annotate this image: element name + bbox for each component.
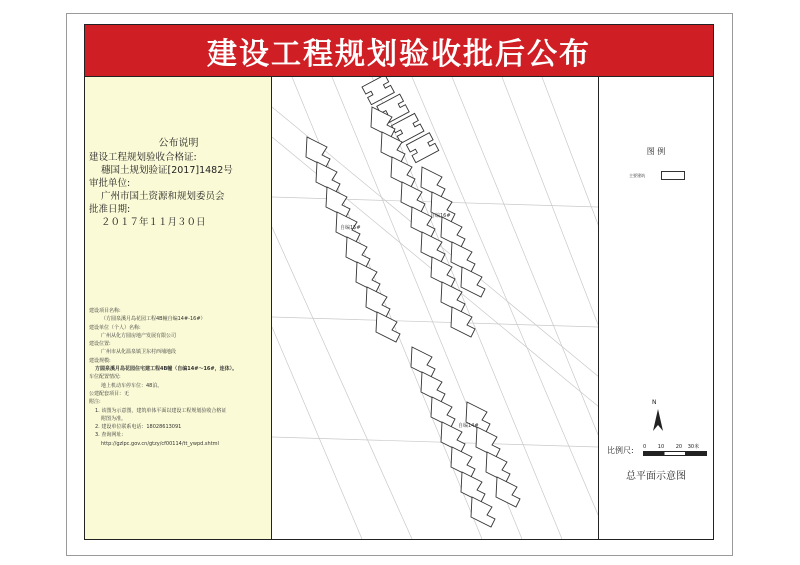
page-title: 建设工程规划验收批后公布	[85, 25, 713, 77]
site-plan-map	[272, 77, 599, 539]
detail-line: 地上机动车停车位：48泊。	[101, 382, 163, 389]
building-label: 自编15#	[340, 225, 361, 231]
site-plan-drawing	[272, 77, 599, 539]
detail-line: http://gzlpc.gov.cn/gtzy/cf00114/tt_ywpd.shtml	[101, 440, 219, 447]
scale-bar	[643, 451, 707, 456]
detail-line: 方圆泉溪月岛花园住宅建工程4B幢（自编14#～16#，连体）。	[95, 366, 238, 373]
north-label: N	[652, 399, 657, 406]
building-label: 自编14#	[458, 423, 479, 429]
project-details	[89, 307, 237, 448]
detail-line: 建设项目名称:	[89, 308, 121, 314]
building-label: 自编16#	[430, 213, 451, 219]
scale-label: 比例尺:	[607, 446, 634, 455]
scale-tick: 0	[643, 444, 647, 450]
plan-caption: 总平面示意图	[626, 471, 686, 482]
detail-line: 公建配套项目：无	[89, 390, 130, 397]
cert-label: 建设工程规划验收合格证:	[89, 152, 197, 163]
detail-line: 附注:	[89, 399, 101, 406]
detail-line: 3. 查询网址:	[95, 432, 124, 439]
cert-number: 穗国土规划验证[2017]1482号	[101, 165, 233, 176]
legend-panel	[599, 77, 713, 539]
detail-line: 建设单位（个人）名称:	[89, 324, 141, 331]
notice-heading: 公布说明	[158, 138, 199, 149]
scale-tick: 20	[675, 444, 683, 450]
notice-board	[84, 24, 714, 540]
approval-date: ２０１７年１１月３０日	[101, 217, 206, 228]
detail-line: 2. 建设单位联系电话：18028613091	[95, 424, 182, 431]
legend-title: 图 例	[646, 147, 666, 156]
detail-line: 建设规模:	[89, 357, 111, 364]
legend-building-swatch	[661, 171, 685, 180]
approver-label: 审批单位:	[89, 178, 131, 189]
scale-tick: 30米	[687, 444, 700, 450]
detail-line: 广州市从化温泉镇卫东村西埔地段	[101, 349, 177, 356]
detail-line: （方圆泉溪月岛花园工程4B幢自编14#-16#）	[101, 316, 206, 323]
detail-line: 车位配置情况:	[89, 374, 121, 381]
scale-ticks	[643, 443, 711, 450]
notice-panel	[85, 77, 272, 539]
approver-name: 广州市国土资源和规划委员会	[101, 191, 225, 202]
detail-line: 1. 该图为示意图，建筑单体平面以建设工程规划验收合格证	[95, 407, 227, 414]
detail-line: 附图为准。	[101, 415, 127, 422]
legend-item-label: 主要建筑	[629, 173, 645, 178]
notice-main	[89, 151, 233, 229]
date-label: 批准日期:	[89, 204, 131, 215]
scale-tick: 10	[657, 444, 665, 450]
detail-line: 建设位置:	[89, 341, 111, 348]
detail-line: 广州从化方圆房地产发展有限公司	[101, 332, 177, 339]
